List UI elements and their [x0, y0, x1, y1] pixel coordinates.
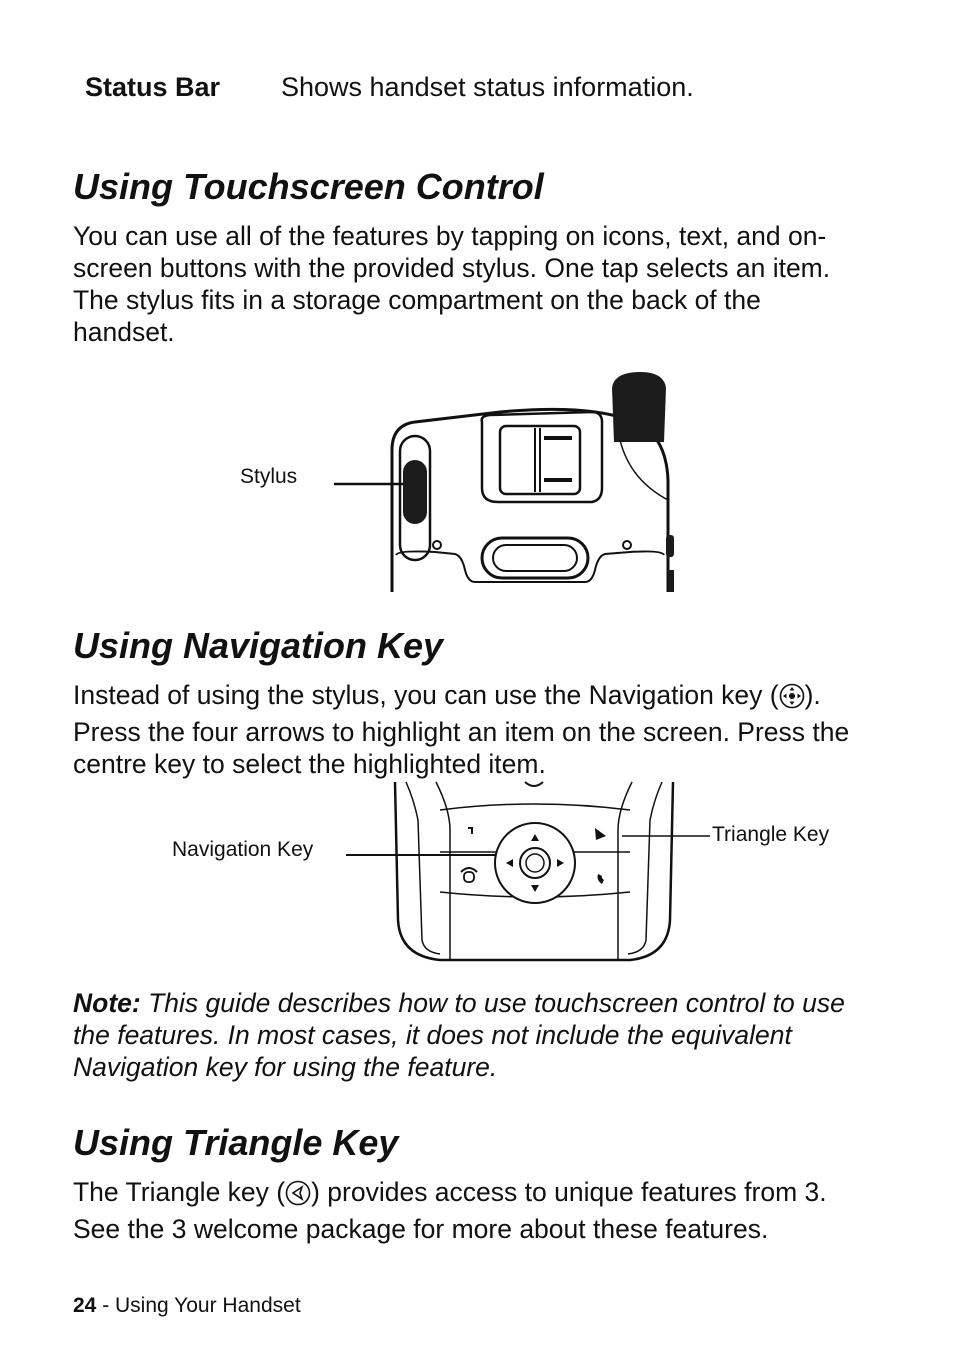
- navigation-line1-end: ).: [804, 680, 821, 710]
- navigation-line: centre key to select the highlighted item.: [73, 749, 546, 779]
- navigation-line: Press the four arrows to highlight an item on the screen. Press the: [73, 717, 850, 747]
- page-footer: [73, 1294, 301, 1318]
- navigation-line: [73, 679, 873, 716]
- note-label: Note:: [73, 988, 141, 1018]
- triangle-line: [73, 1176, 873, 1213]
- note-line: the features. In most cases, it does not include the equivalent: [73, 1020, 792, 1050]
- touchscreen-line: screen buttons with the provided stylus. One tap selects an item.: [73, 253, 831, 283]
- handset-back-illustration: [330, 370, 690, 595]
- touchscreen-paragraph: [73, 220, 873, 348]
- note-block: [73, 987, 845, 1083]
- triangle-heading: Using Triangle Key: [73, 1122, 399, 1163]
- triangle-key-caption: Triangle Key: [712, 823, 830, 846]
- triangle-line: See the 3 welcome package for more about these features.: [73, 1214, 769, 1244]
- status-bar-description: Shows handset status information.: [281, 72, 694, 102]
- triangle-key-icon: [285, 1180, 311, 1213]
- status-bar-term: Status Bar: [85, 72, 221, 102]
- note-line1-text: This guide describes how to use touchscreen control to use: [140, 988, 845, 1018]
- navigation-paragraph: [73, 679, 873, 780]
- touchscreen-line: You can use all of the features by tapping on icons, text, and on-: [73, 221, 827, 251]
- navigation-line1-text: Instead of using the stylus, you can use the Navigation key (: [73, 680, 779, 710]
- note-line: [73, 987, 845, 1019]
- touchscreen-line: handset.: [73, 317, 175, 347]
- triangle-line1-end: ) provides access to unique features from 3.: [311, 1177, 827, 1207]
- navigation-key-caption: Navigation Key: [172, 838, 314, 861]
- triangle-paragraph: [73, 1176, 873, 1245]
- touchscreen-line: The stylus fits in a storage compartment on the back of the: [73, 285, 761, 315]
- page-number: 24: [73, 1294, 97, 1317]
- footer-text: - Using Your Handset: [96, 1294, 301, 1317]
- navigation-key-icon: [779, 683, 805, 716]
- navigation-heading: Using Navigation Key: [73, 625, 444, 666]
- keypad-illustration: [340, 780, 715, 965]
- note-line: Navigation key for using the feature.: [73, 1052, 498, 1082]
- touchscreen-heading: Using Touchscreen Control: [73, 166, 544, 207]
- stylus-caption: Stylus: [240, 465, 298, 488]
- triangle-line1-text: The Triangle key (: [73, 1177, 286, 1207]
